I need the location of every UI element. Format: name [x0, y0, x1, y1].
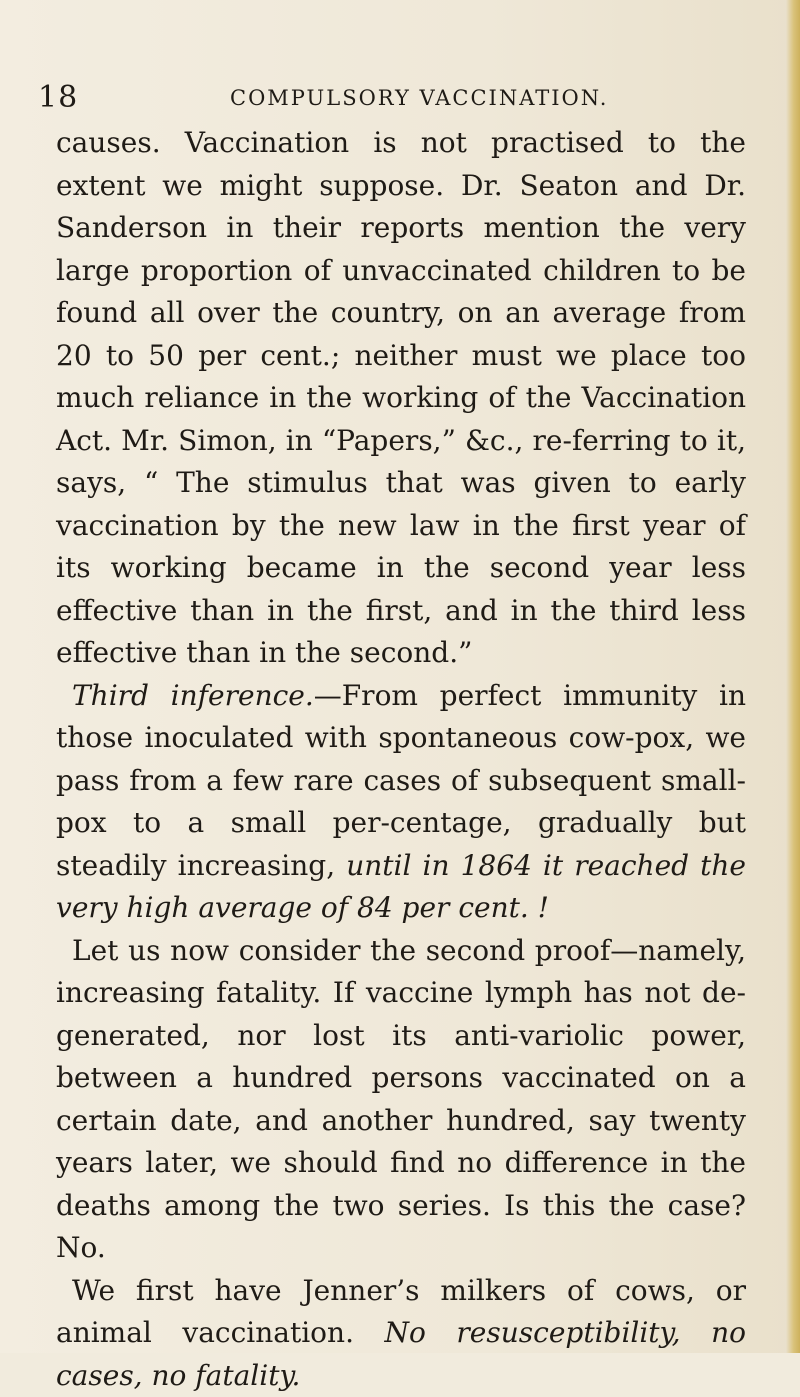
section-heading-third-inference: Third inference. [72, 679, 314, 712]
page-edge [786, 0, 800, 1353]
paragraph-1-text: causes. Vaccination is not practised to the extent we might suppose. Dr. Seaton and Dr. Sanderson in their reports mention the very large proportion of unvaccinated children to be found all over the country, on an average from 20 to 50 per cent.; neither must we place too much reliance in the working of the Vaccination Act. Mr. Simon, in “Papers,” &c., re-ferring to it, says, “ The stimulus that was given to early vaccination by the new law in the first year of its working became in the second year less effective than in the first, and in the third less effective than in the second.” [56, 126, 746, 669]
paragraph-4-emphasis: No resusceptibility, no cases, no fatality. [56, 1316, 746, 1392]
page-number: 18 [38, 80, 78, 115]
paragraph-4 [56, 1270, 746, 1397]
paragraph-3-text: Let us now consider the second proof—namely, increasing fatality. If vaccine lymph has not de-generated, nor lost its anti-variolic power, between a hundred persons vaccinated on a certain date, and another hundred, say twenty years later, we should find no difference in the deaths among the two series. Is this the case? No. [56, 934, 746, 1265]
paragraph-3 [56, 930, 746, 1270]
body-text [56, 122, 746, 1397]
paragraph-1 [56, 122, 746, 675]
paragraph-2 [56, 675, 746, 930]
running-title: COMPULSORY VACCINATION. [230, 86, 608, 110]
paragraph-2-emphasis: until in 1864 it reached the very high average of 84 per cent. ! [56, 849, 746, 925]
paragraph-2-text: —From perfect immunity in those inoculated with spontaneous cow-pox, we pass from a few rare cases of subsequent small-pox to a small per-centage, gradually but steadily increasing, [56, 679, 746, 882]
paragraph-4-text: We first have Jenner’s milkers of cows, or animal vaccination. [56, 1274, 746, 1350]
page-header [38, 80, 758, 120]
